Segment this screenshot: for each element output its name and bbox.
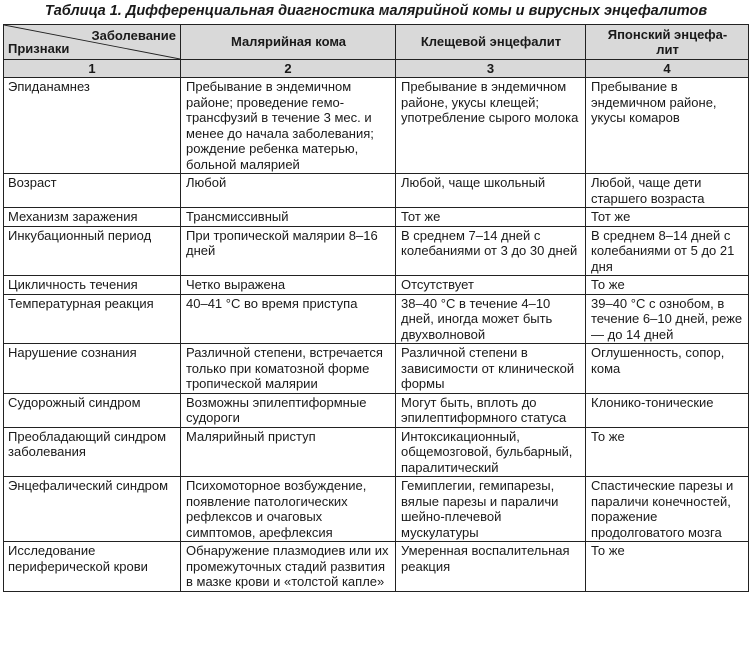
malaria-cell: Различной степени, встречается только при коматозной форме тропической малярии xyxy=(181,344,396,394)
diagnosis-table xyxy=(3,24,749,592)
malaria-cell: Обнаружение плазмодиев или их промежуточных стадий развития в мазке крови и «толстой капле» xyxy=(181,542,396,592)
table-row xyxy=(4,477,749,542)
japanese-encephalitis-cell: Клонико-тонические xyxy=(586,393,749,427)
table-row xyxy=(4,393,749,427)
sign-cell: Судорожный синдром xyxy=(4,393,181,427)
japanese-encephalitis-cell: То же xyxy=(586,427,749,477)
table-row xyxy=(4,294,749,344)
malaria-cell: 40–41 °С во время приступа xyxy=(181,294,396,344)
tick-encephalitis-cell: 38–40 °С в течение 4–10 дней, иногда может быть двухволновой xyxy=(396,294,586,344)
sign-cell: Преобладающий синдром заболевания xyxy=(4,427,181,477)
table-row xyxy=(4,427,749,477)
sign-cell: Температурная реакция xyxy=(4,294,181,344)
sign-cell: Исследование периферической крови xyxy=(4,542,181,592)
japanese-encephalitis-cell: Тот же xyxy=(586,208,749,227)
column-number: 4 xyxy=(586,60,749,78)
table-row xyxy=(4,344,749,394)
tick-encephalitis-cell: Различной степени в зависимости от клинической формы xyxy=(396,344,586,394)
malaria-cell: Трансмиссивный xyxy=(181,208,396,227)
table-caption: Таблица 1. Дифференциальная диагностика малярийной комы и вирусных энцефалитов xyxy=(44,3,708,19)
tick-encephalitis-cell: В среднем 7–14 дней с колебаниями от 3 до 30 дней xyxy=(396,226,586,276)
column-header: Клещевой энцефалит xyxy=(396,25,586,60)
malaria-cell: Психомоторное возбуждение, появление патологических рефлексов и очаговых симптомов, арефлексия xyxy=(181,477,396,542)
sign-cell: Цикличность течения xyxy=(4,276,181,295)
japanese-encephalitis-cell: То же xyxy=(586,542,749,592)
japanese-encephalitis-cell: В среднем 8–14 дней с колебаниями от 5 до 21 дня xyxy=(586,226,749,276)
japanese-encephalitis-cell: То же xyxy=(586,276,749,295)
japanese-encephalitis-cell: Пребывание в эндемичном районе, укусы комаров xyxy=(586,78,749,174)
sign-cell: Механизм заражения xyxy=(4,208,181,227)
table-row xyxy=(4,78,749,174)
sign-cell: Энцефалический синдром xyxy=(4,477,181,542)
corner-bottom-label: Признаки xyxy=(8,40,70,56)
tick-encephalitis-cell: Могут быть, вплоть до эпилептиформного статуса xyxy=(396,393,586,427)
column-number: 1 xyxy=(4,60,181,78)
malaria-cell: Пребывание в эндемичном районе; проведение гемо-трансфузий в течение 3 мес. и менее до начала заболевания; рождение ребенка матерью, больной малярией xyxy=(181,78,396,174)
column-header: Малярийная кома xyxy=(181,25,396,60)
japanese-encephalitis-cell: Спастические парезы и параличи конечностей, поражение продолговатого мозга xyxy=(586,477,749,542)
japanese-encephalitis-cell: Оглушенность, сопор, кома xyxy=(586,344,749,394)
tick-encephalitis-cell: Пребывание в эндемичном районе, укусы клещей; употребление сырого молока xyxy=(396,78,586,174)
japanese-encephalitis-cell: Любой, чаще дети старшего возраста xyxy=(586,174,749,208)
malaria-cell: Малярийный приступ xyxy=(181,427,396,477)
sign-cell: Эпиданамнез xyxy=(4,78,181,174)
table-row xyxy=(4,226,749,276)
table-row xyxy=(4,208,749,227)
tick-encephalitis-cell: Гемиплегии, гемипарезы, вялые парезы и параличи шейно-плечевой мускулатуры xyxy=(396,477,586,542)
table-row xyxy=(4,542,749,592)
malaria-cell: При тропической малярии 8–16 дней xyxy=(181,226,396,276)
table-row xyxy=(4,174,749,208)
malaria-cell: Четко выражена xyxy=(181,276,396,295)
sign-cell: Возраст xyxy=(4,174,181,208)
column-number-row xyxy=(4,60,749,78)
malaria-cell: Возможны эпилептиформные судороги xyxy=(181,393,396,427)
sign-cell: Инкубационный период xyxy=(4,226,181,276)
corner-top-label: Заболевание xyxy=(91,28,176,43)
tick-encephalitis-cell: Любой, чаще школьный xyxy=(396,174,586,208)
column-number: 2 xyxy=(181,60,396,78)
japanese-encephalitis-cell: 39–40 °С с ознобом, в течение 6–10 дней, реже — до 14 дней xyxy=(586,294,749,344)
malaria-cell: Любой xyxy=(181,174,396,208)
tick-encephalitis-cell: Умеренная воспалительная реакция xyxy=(396,542,586,592)
table-row xyxy=(4,276,749,295)
tick-encephalitis-cell: Тот же xyxy=(396,208,586,227)
tick-encephalitis-cell: Интоксикационный, общемозговой, бульбарный, паралитический xyxy=(396,427,586,477)
header-row xyxy=(4,25,749,60)
sign-cell: Нарушение сознания xyxy=(4,344,181,394)
corner-header xyxy=(4,25,181,60)
column-header: Японский энцефа- лит xyxy=(586,25,749,60)
column-number: 3 xyxy=(396,60,586,78)
tick-encephalitis-cell: Отсутствует xyxy=(396,276,586,295)
